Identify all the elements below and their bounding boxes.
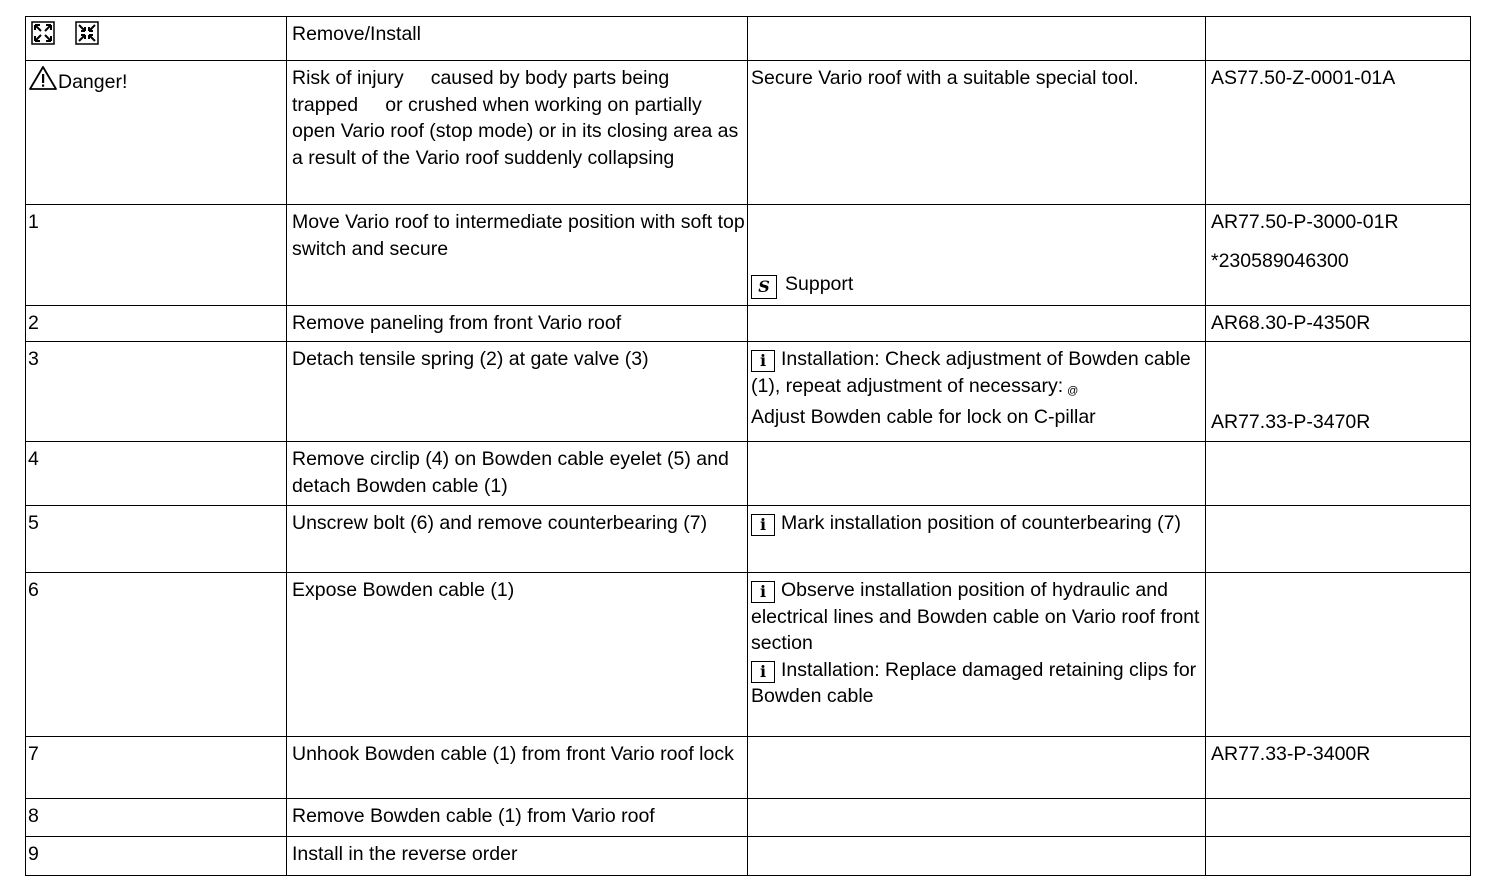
step-text: Detach tensile spring (2) at gate valve (3) xyxy=(287,342,748,442)
header-row xyxy=(26,17,1471,61)
table-row xyxy=(26,506,1471,573)
step-text: Remove Bowden cable (1) from Vario roof xyxy=(287,799,748,837)
step-text: Move Vario roof to intermediate position with soft top switch and secure xyxy=(287,205,748,306)
step-note: Installation: Check adjustment of Bowden cable (1), repeat adjustment of necessary: xyxy=(751,348,1191,397)
step-note-cell xyxy=(748,573,1206,737)
step-note-cell xyxy=(748,205,1206,306)
header-empty-cell xyxy=(748,17,1206,61)
danger-label: Danger! xyxy=(58,71,128,93)
step-note-cell xyxy=(748,737,1206,799)
step-text: Remove circlip (4) on Bowden cable eyelet (5) and detach Bowden cable (1) xyxy=(287,442,748,506)
danger-measure: Secure Vario roof with a suitable special tool. xyxy=(748,61,1206,205)
step-text: Unscrew bolt (6) and remove counterbearing (7) xyxy=(287,506,748,573)
table-row xyxy=(26,737,1471,799)
step-number: 6 xyxy=(26,573,287,737)
step-number: 2 xyxy=(26,306,287,342)
step-note-second: Installation: Replace damaged retaining clips for Bowden cable xyxy=(751,658,1197,707)
step-note-cell xyxy=(748,442,1206,506)
info-icon: i xyxy=(751,514,775,536)
step-text: Install in the reverse order xyxy=(287,837,748,876)
step-ref-cell xyxy=(1206,442,1471,506)
step-ref-cell xyxy=(1206,342,1471,442)
step-note-cell xyxy=(748,506,1206,573)
step-note-cell xyxy=(748,306,1206,342)
step-note: Support xyxy=(785,273,854,295)
step-ref-cell xyxy=(1206,573,1471,737)
special-tool-icon: S xyxy=(751,275,777,299)
danger-row xyxy=(26,61,1471,205)
danger-ref[interactable]: AS77.50-Z-0001-01A xyxy=(1206,61,1471,205)
procedure-table xyxy=(25,16,1471,876)
header-title: Remove/Install xyxy=(287,17,748,61)
danger-text: Risk of injury caused by body parts being trapped or crushed when working on partially open Vario roof (stop mode) or in its closing area as a result of the Vario roof suddenly collapsing xyxy=(287,61,748,205)
table-row xyxy=(26,342,1471,442)
step-ref-cell xyxy=(1206,205,1471,306)
step-number: 9 xyxy=(26,837,287,876)
step-number: 5 xyxy=(26,506,287,573)
table-row xyxy=(26,799,1471,837)
step-ref-cell xyxy=(1206,799,1471,837)
step-number: 1 xyxy=(26,205,287,306)
step-ref[interactable]: AR77.33-P-3470R xyxy=(1211,410,1371,433)
warning-triangle-icon xyxy=(28,65,58,91)
header-empty-cell xyxy=(1206,17,1471,61)
table-row xyxy=(26,306,1471,342)
collapse-icon[interactable] xyxy=(75,21,99,45)
table-row xyxy=(26,442,1471,506)
step-ref-tool-number[interactable]: *230589046300 xyxy=(1211,249,1349,272)
table-row xyxy=(26,573,1471,737)
step-ref-cell xyxy=(1206,837,1471,876)
step-number: 7 xyxy=(26,737,287,799)
step-ref[interactable]: AR77.50-P-3000-01R xyxy=(1211,211,1399,233)
step-note: Mark installation position of counterbearing (7) xyxy=(781,512,1181,534)
step-text: Expose Bowden cable (1) xyxy=(287,573,748,737)
step-text: Unhook Bowden cable (1) from front Vario roof lock xyxy=(287,737,748,799)
step-number: 8 xyxy=(26,799,287,837)
step-note-cell xyxy=(748,799,1206,837)
danger-cell xyxy=(26,61,287,205)
step-ref[interactable]: AR68.30-P-4350R xyxy=(1206,306,1471,342)
expand-icon[interactable] xyxy=(31,21,55,45)
step-note: Observe installation position of hydraulic and electrical lines and Bowden cable on Vario roof front section xyxy=(751,579,1200,654)
step-note-cell xyxy=(748,342,1206,442)
step-ref[interactable]: AR77.33-P-3400R xyxy=(1206,737,1471,799)
link-marker-icon[interactable]: @ xyxy=(1067,384,1079,397)
info-icon: i xyxy=(751,661,775,683)
step-note-cell xyxy=(748,837,1206,876)
step-ref-cell xyxy=(1206,506,1471,573)
step-note-link[interactable]: Adjust Bowden cable for lock on C-pillar xyxy=(751,406,1096,428)
table-row xyxy=(26,837,1471,876)
info-icon: i xyxy=(751,581,775,603)
step-number: 4 xyxy=(26,442,287,506)
header-icons-cell xyxy=(26,17,287,61)
info-icon: i xyxy=(751,350,775,372)
table-row xyxy=(26,205,1471,306)
step-number: 3 xyxy=(26,342,287,442)
step-text: Remove paneling from front Vario roof xyxy=(287,306,748,342)
